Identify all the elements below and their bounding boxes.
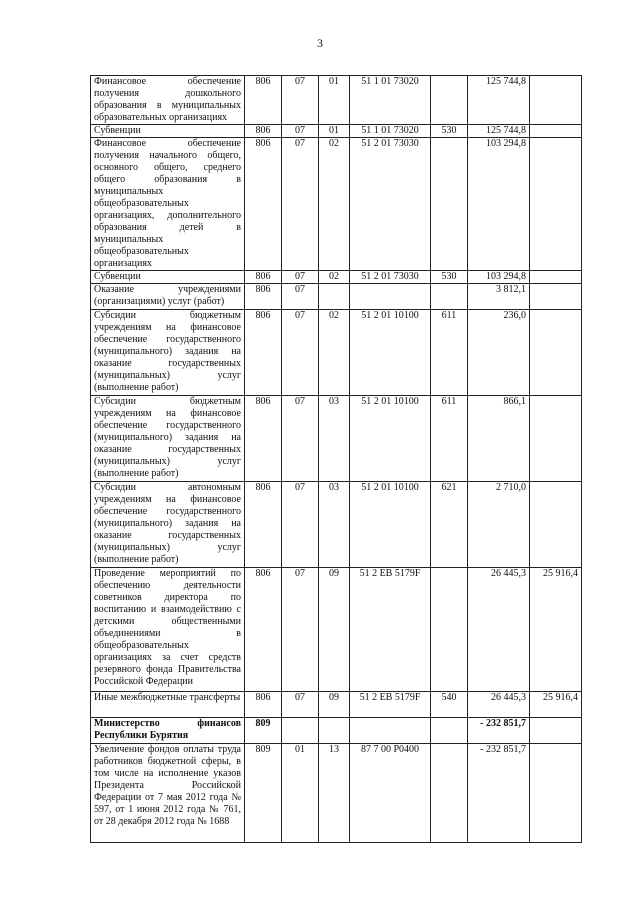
table-row	[91, 125, 582, 138]
target-article-cell: 51 1 01 73020	[350, 76, 431, 125]
section-code-cell	[282, 718, 319, 744]
description-cell: Оказание учреждениями (организациями) услуг (работ)	[91, 284, 245, 310]
next-year-amount-cell: 25 916,4	[530, 568, 582, 692]
section-code-cell: 07	[282, 284, 319, 310]
expense-type-cell	[431, 284, 468, 310]
next-year-amount-cell: 25 916,4	[530, 692, 582, 718]
section-code-cell: 07	[282, 271, 319, 284]
subsection-code-cell: 09	[319, 568, 350, 692]
ministry-code-cell: 806	[245, 271, 282, 284]
next-year-amount-cell	[530, 396, 582, 482]
ministry-code-cell: 809	[245, 718, 282, 744]
description-cell: Министерство финансов Республики Бурятия	[91, 718, 245, 744]
table-row	[91, 692, 582, 718]
subsection-code-cell: 09	[319, 692, 350, 718]
ministry-code-cell: 809	[245, 744, 282, 843]
target-article-cell: 51 2 01 10100	[350, 310, 431, 396]
expense-type-cell	[431, 568, 468, 692]
amount-cell: - 232 851,7	[468, 744, 530, 843]
section-code-cell: 07	[282, 568, 319, 692]
amount-cell: - 232 851,7	[468, 718, 530, 744]
description-cell: Субсидии бюджетным учреждениям на финансовое обеспечение государственного (муниципального) задания на оказание государственных (муниципальных) услуг (выполнение работ)	[91, 396, 245, 482]
target-article-cell: 51 2 01 73030	[350, 271, 431, 284]
table-row	[91, 744, 582, 843]
target-article-cell: 51 2 01 73030	[350, 138, 431, 271]
expense-type-cell: 611	[431, 396, 468, 482]
ministry-code-cell: 806	[245, 76, 282, 125]
subsection-code-cell	[319, 284, 350, 310]
amount-cell: 866,1	[468, 396, 530, 482]
subsection-code-cell: 03	[319, 396, 350, 482]
next-year-amount-cell	[530, 125, 582, 138]
next-year-amount-cell	[530, 310, 582, 396]
subsection-code-cell: 03	[319, 482, 350, 568]
section-code-cell: 07	[282, 125, 319, 138]
subsection-code-cell: 01	[319, 76, 350, 125]
amount-cell: 236,0	[468, 310, 530, 396]
amount-cell: 2 710,0	[468, 482, 530, 568]
section-code-cell: 07	[282, 482, 319, 568]
ministry-code-cell: 806	[245, 310, 282, 396]
section-code-cell: 07	[282, 138, 319, 271]
subsection-code-cell: 01	[319, 125, 350, 138]
description-cell: Субвенции	[91, 125, 245, 138]
target-article-cell: 51 2 ЕВ 5179F	[350, 568, 431, 692]
target-article-cell	[350, 718, 431, 744]
expense-type-cell	[431, 76, 468, 125]
expense-type-cell: 611	[431, 310, 468, 396]
section-code-cell: 07	[282, 396, 319, 482]
table-row	[91, 76, 582, 125]
next-year-amount-cell	[530, 482, 582, 568]
expense-type-cell	[431, 138, 468, 271]
expense-type-cell	[431, 718, 468, 744]
description-cell: Субсидии бюджетным учреждениям на финансовое обеспечение государственного (муниципального) задания на оказание государственных (муниципальных) услуг (выполнение работ)	[91, 310, 245, 396]
section-code-cell: 07	[282, 692, 319, 718]
subsection-code-cell: 02	[319, 310, 350, 396]
ministry-code-cell: 806	[245, 692, 282, 718]
page-number: 3	[317, 36, 323, 50]
subsection-code-cell: 13	[319, 744, 350, 843]
subsection-code-cell	[319, 718, 350, 744]
description-cell: Субсидии автономным учреждениям на финансовое обеспечение государственного (муниципального) задания на оказание государственных (муниципальных) услуг (выполнение работ)	[91, 482, 245, 568]
target-article-cell: 87 7 00 Р0400	[350, 744, 431, 843]
table-row	[91, 482, 582, 568]
ministry-code-cell: 806	[245, 568, 282, 692]
description-cell: Финансовое обеспечение получения дошкольного образования в муниципальных образовательных организациях	[91, 76, 245, 125]
ministry-code-cell: 806	[245, 284, 282, 310]
section-code-cell: 07	[282, 76, 319, 125]
amount-cell: 103 294,8	[468, 271, 530, 284]
next-year-amount-cell	[530, 284, 582, 310]
next-year-amount-cell	[530, 76, 582, 125]
description-cell: Проведение мероприятий по обеспечению деятельности советников директора по воспитанию и взаимодействию с детскими общественными объединениями в общеобразовательных организациях за счет средств резервного фонда Правительства Российской Федерации	[91, 568, 245, 692]
amount-cell: 103 294,8	[468, 138, 530, 271]
description-cell: Субвенции	[91, 271, 245, 284]
target-article-cell: 51 2 01 10100	[350, 396, 431, 482]
subsection-code-cell: 02	[319, 138, 350, 271]
amount-cell: 125 744,8	[468, 125, 530, 138]
ministry-code-cell: 806	[245, 482, 282, 568]
next-year-amount-cell	[530, 718, 582, 744]
amount-cell: 125 744,8	[468, 76, 530, 125]
section-code-cell: 07	[282, 310, 319, 396]
amount-cell: 26 445,3	[468, 568, 530, 692]
amount-cell: 3 812,1	[468, 284, 530, 310]
target-article-cell	[350, 284, 431, 310]
target-article-cell: 51 1 01 73020	[350, 125, 431, 138]
ministry-code-cell: 806	[245, 125, 282, 138]
expense-type-cell	[431, 744, 468, 843]
next-year-amount-cell	[530, 138, 582, 271]
expense-type-cell: 621	[431, 482, 468, 568]
table-row	[91, 396, 582, 482]
budget-table	[90, 75, 582, 843]
description-cell: Иные межбюджетные трансферты	[91, 692, 245, 718]
description-cell: Финансовое обеспечение получения начального общего, основного общего, среднего общего образования в муниципальных общеобразовательных организациях, дополнительного образования детей в муниципальных общеобразовательных организациях	[91, 138, 245, 271]
next-year-amount-cell	[530, 744, 582, 843]
target-article-cell: 51 2 01 10100	[350, 482, 431, 568]
expense-type-cell: 540	[431, 692, 468, 718]
table-row	[91, 568, 582, 692]
subsection-code-cell: 02	[319, 271, 350, 284]
table-row	[91, 310, 582, 396]
next-year-amount-cell	[530, 271, 582, 284]
expense-type-cell: 530	[431, 271, 468, 284]
section-code-cell: 01	[282, 744, 319, 843]
ministry-code-cell: 806	[245, 396, 282, 482]
table-row	[91, 138, 582, 271]
description-cell: Увеличение фондов оплаты труда работников бюджетной сферы, в том числе на исполнение указов Президента Российской Федерации от 7 мая 2012 года № 597, от 1 июня 2012 года № 761, от 28 декабря 2012 года № 1688	[91, 744, 245, 843]
amount-cell: 26 445,3	[468, 692, 530, 718]
table-row	[91, 271, 582, 284]
expense-type-cell: 530	[431, 125, 468, 138]
table-row	[91, 718, 582, 744]
ministry-code-cell: 806	[245, 138, 282, 271]
table-row	[91, 284, 582, 310]
target-article-cell: 51 2 ЕВ 5179F	[350, 692, 431, 718]
